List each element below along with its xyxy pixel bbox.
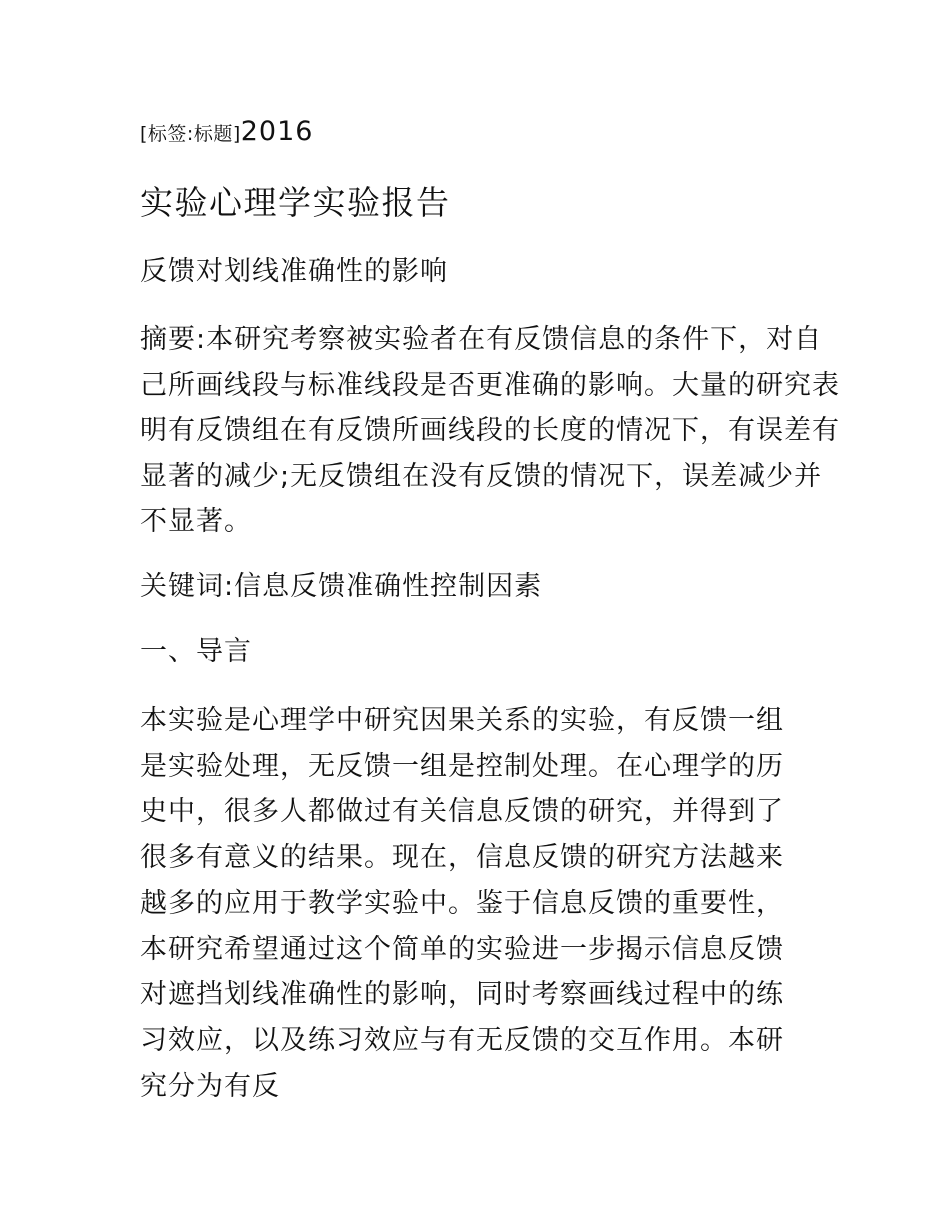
- section-heading-introduction: 一、导言: [140, 636, 252, 667]
- keywords-line: 关键词:信息反馈准确性控制因素: [140, 571, 543, 602]
- document-title: 实验心理学实验报告: [140, 183, 451, 222]
- abstract-paragraph: 摘要:本研究考察被实验者在有反馈信息的条件下，对自己所画线段与标准线段是否更准确的影响。大量的研究表明有反馈组在有反馈所画线段的长度的情况下，有误差有显著的减少;无反馈组在没有反馈的情况下，误差减少并不显著。: [140, 324, 840, 537]
- year-label: 2016: [240, 116, 314, 147]
- introduction-paragraph: 本实验是心理学中研究因果关系的实验，有反馈一组是实验处理，无反馈一组是控制处理。在心理学的历史中，很多人都做过有关信息反馈的研究，并得到了很多有意义的结果。现在，信息反馈的研究方法越来越多的应用于教学实验中。鉴于信息反馈的重要性，本研究希望通过这个简单的实验进一步揭示信息反馈对遮挡划线准确性的影响，同时考察画线过程中的练习效应，以及练习效应与有无反馈的交互作用。本研究分为有反: [140, 705, 784, 1102]
- tag-line: [140, 112, 313, 155]
- document-subtitle: 反馈对划线准确性的影响: [140, 256, 448, 287]
- tag-label: [标签:标题]: [140, 123, 241, 145]
